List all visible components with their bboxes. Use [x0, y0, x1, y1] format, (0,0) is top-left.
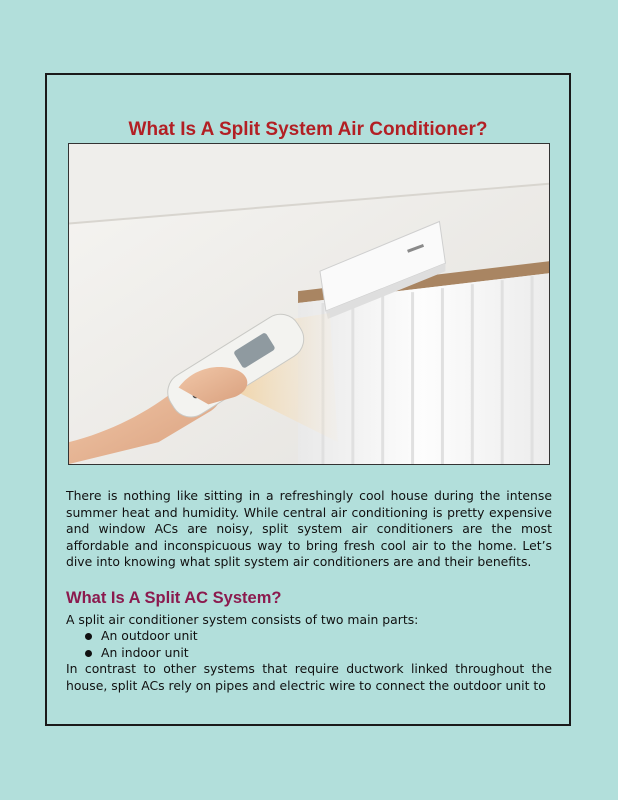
section-lead: A split air conditioner system consists of two main parts: — [66, 612, 419, 627]
parts-list — [85, 628, 198, 661]
page-title: What Is A Split System Air Conditioner? — [128, 119, 488, 140]
section-continuation: In contrast to other systems that require ductwork linked throughout the house, split ACs rely on pipes and electric wire to connect the outdoor unit to — [66, 661, 552, 693]
hero-image — [68, 143, 550, 465]
section-heading: What Is A Split AC System? — [66, 589, 282, 607]
document-page — [45, 73, 571, 726]
air-conditioner-remote-photo-icon — [69, 144, 549, 464]
list-item: An outdoor unit — [85, 628, 198, 645]
list-item: An indoor unit — [85, 645, 198, 662]
intro-paragraph: There is nothing like sitting in a refreshingly cool house during the intense summer heat and humidity. While central air conditioning is pretty expensive and window ACs are noisy, split system air conditioners are the most affordable and inconspicuous way to bring fresh cool air to the home. Let’s dive into knowing what split system air conditioners are and their benefits. — [66, 488, 552, 569]
